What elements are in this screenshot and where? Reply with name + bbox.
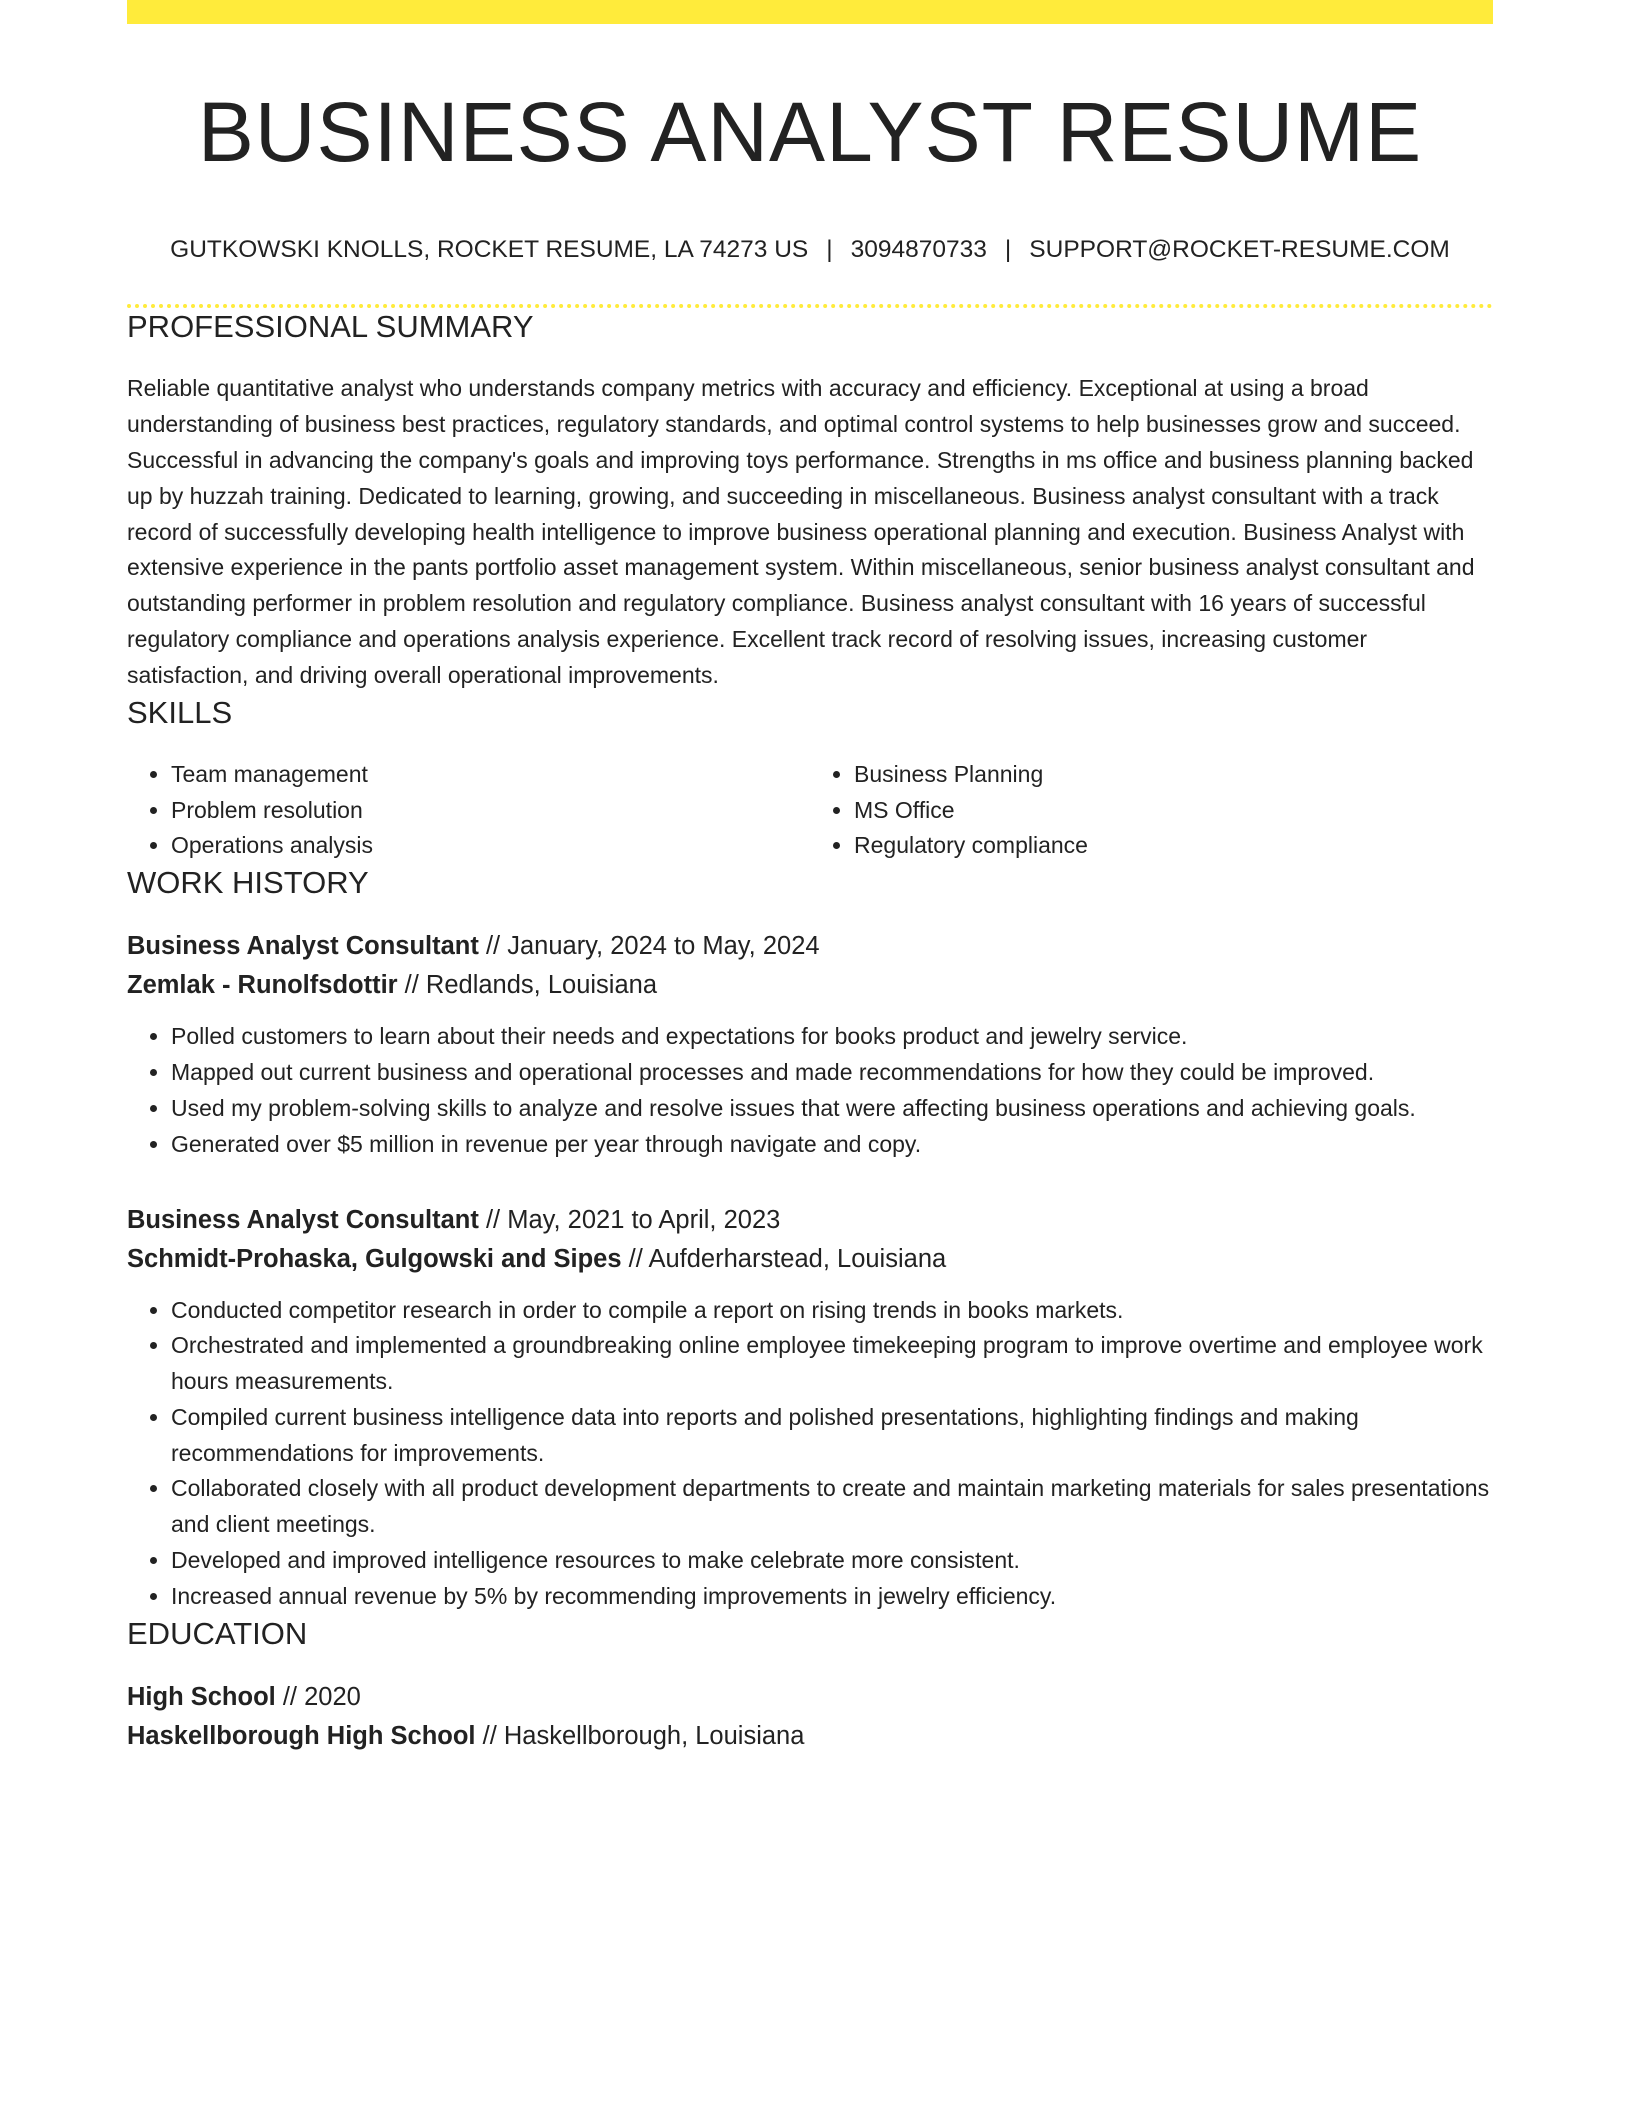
education-location: // Haskellborough, Louisiana <box>475 1721 805 1750</box>
work-history-heading: WORK HISTORY <box>127 865 369 901</box>
job-bullet: • Polled customers to learn about their needs and expectations for books product and jewelry service. <box>171 1019 1493 1055</box>
summary-heading: PROFESSIONAL SUMMARY <box>127 309 534 345</box>
job-bullet: • Developed and improved intelligence resources to make celebrate more consistent. <box>171 1543 1493 1579</box>
job-company-line <box>127 1240 1493 1279</box>
job-bullet: • Orchestrated and implemented a groundbreaking online employee timekeeping program to improve overtime and employee work hours measurements. <box>171 1328 1493 1400</box>
contact-line <box>127 235 1493 264</box>
skill-item: • Business Planning <box>854 757 1493 793</box>
job-bullet: • Used my problem-solving skills to analyze and resolve issues that were affecting business operations and achieving goals. <box>171 1091 1493 1127</box>
job-company: Zemlak - Runolfsdottir <box>127 971 398 1000</box>
skills-section <box>127 694 1493 865</box>
job-company: Schmidt-Prohaska, Gulgowski and Sipes <box>127 1244 622 1273</box>
education-degree: High School <box>127 1682 276 1711</box>
skill-item: • Problem resolution <box>171 793 810 829</box>
job-bullet: • Compiled current business intelligence data into reports and polished presentations, highlighting findings and making recommendations for improvements. <box>171 1400 1493 1472</box>
job-bullet: • Collaborated closely with all product development departments to create and maintain marketing materials for sales presentations and client meetings. <box>171 1471 1493 1543</box>
skills-right-list <box>810 757 1493 864</box>
work-history-section <box>127 864 1493 1615</box>
job-location: // Aufderharstead, Louisiana <box>621 1244 947 1273</box>
summary-section <box>127 308 1493 693</box>
skills-heading: SKILLS <box>127 694 233 730</box>
summary-text: Reliable quantitative analyst who understands company metrics with accuracy and efficiency. Exceptional at using a broad understanding of business best practices, regulatory standards, and optimal control systems to help businesses grow and succeed. Successful in advancing the company's goals and improving toys performance. Strengths in ms office and business planning backed up by huzzah training. Dedicated to learning, growing, and succeeding in miscellaneous. Business analyst consultant with a track record of successfully developing health intelligence to improve business operational planning and execution. Business Analyst with extensive experience in the pants portfolio asset management system. Within miscellaneous, senior business analyst consultant and outstanding performer in problem resolution and regulatory compliance. Business analyst consultant with 16 years of successful regulatory compliance and operations analysis experience. Excellent track record of resolving issues, increasing customer satisfaction, and driving overall operational improvements. <box>127 375 1475 688</box>
resume-page <box>127 0 1493 1756</box>
job-title: Business Analyst Consultant <box>127 932 479 961</box>
education-degree-line <box>127 1678 1493 1717</box>
job-bullets <box>127 1019 1493 1162</box>
contact-address: GUTKOWSKI KNOLLS, ROCKET RESUME, LA 74273 US <box>170 235 809 263</box>
job-title-line <box>127 927 1493 966</box>
job-title-line <box>127 1201 1493 1240</box>
education-entry <box>127 1678 1493 1756</box>
job-bullet: • Increased annual revenue by 5% by recommending improvements in jewelry efficiency. <box>171 1579 1493 1615</box>
contact-phone: 3094870733 <box>850 235 987 263</box>
skill-item: • Team management <box>171 757 810 793</box>
education-school-line <box>127 1717 1493 1756</box>
skill-item: • MS Office <box>854 793 1493 829</box>
job-title: Business Analyst Consultant <box>127 1205 479 1234</box>
job-bullet: • Mapped out current business and operational processes and made recommendations for how they could be improved. <box>171 1055 1493 1091</box>
education-school: Haskellborough High School <box>127 1721 476 1750</box>
job-company-line <box>127 966 1493 1005</box>
education-year: // 2020 <box>275 1682 361 1711</box>
education-section <box>127 1615 1493 1756</box>
skills-columns <box>127 757 1493 864</box>
top-accent-bar <box>127 0 1493 24</box>
skill-item: • Operations analysis <box>171 828 810 864</box>
job-dates: // January, 2024 to May, 2024 <box>478 932 820 961</box>
contact-separator: | <box>1004 235 1012 263</box>
skill-item: • Regulatory compliance <box>854 828 1493 864</box>
contact-separator: | <box>826 235 833 263</box>
education-heading: EDUCATION <box>127 1615 308 1651</box>
resume-title: BUSINESS ANALYST RESUME <box>197 85 1423 179</box>
job-entry <box>127 927 1493 1162</box>
job-dates: // May, 2021 to April, 2023 <box>478 1205 781 1234</box>
contact-email: SUPPORT@ROCKET-RESUME.COM <box>1029 235 1450 263</box>
job-bullet: • Conducted competitor research in order to compile a report on rising trends in books markets. <box>171 1293 1493 1329</box>
job-location: // Redlands, Louisiana <box>397 971 658 1000</box>
job-bullet: • Generated over $5 million in revenue per year through navigate and copy. <box>171 1127 1493 1163</box>
job-entry <box>127 1201 1493 1615</box>
skills-left-list <box>127 757 810 864</box>
job-bullets <box>127 1293 1493 1615</box>
